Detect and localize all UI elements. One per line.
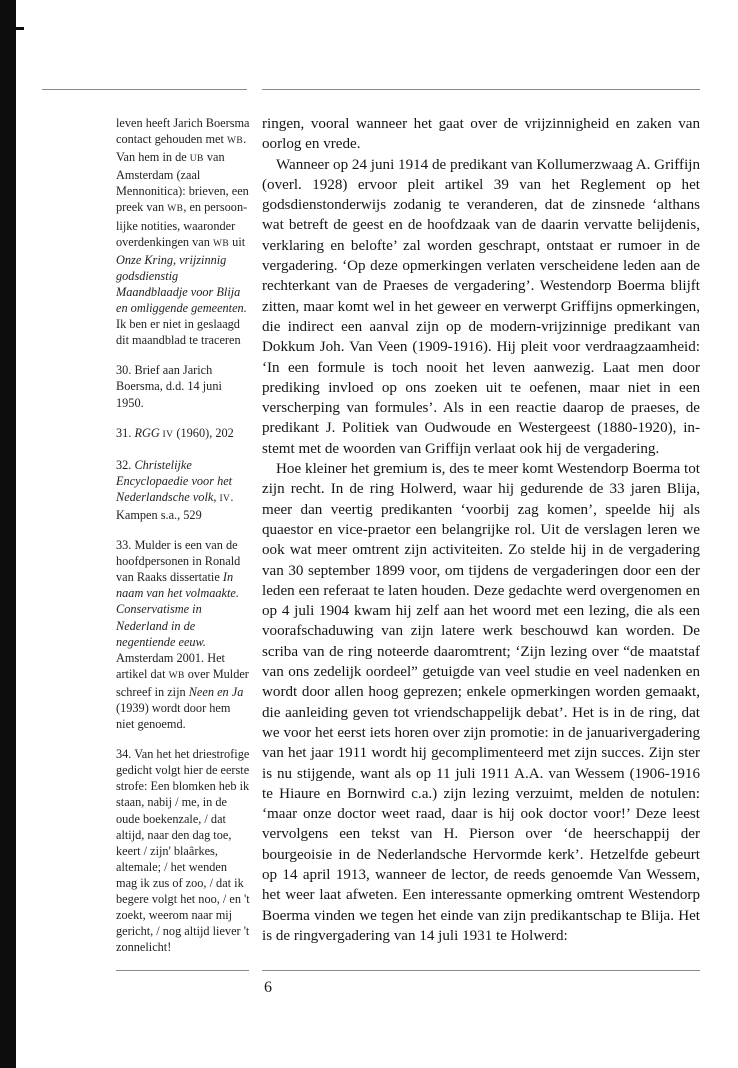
footnote-text: WB [168,670,185,681]
footnote-text: WB [212,238,230,249]
footnote-text: Onze Kring, vrijzinnig godsdienstig Maandblaadje voor Blija en omliggende gemeenten. [116,252,247,316]
page-number: 6 [264,979,272,996]
footnote-text: 33. Mulder is een van de hoofdpersonen in Ronald van Raaks dissertatie [116,538,241,585]
paragraph-continuation: ringen, vooral wanneer het gaat over de vrijzinnigheid en zaken van oorlog en vrede. [262,116,700,153]
paragraph-ring-holwerd: Hoe kleiner het gremium is, des te meer komt Westendorp Boerma tot zijn recht. In de ring Holwerd, waar hij gedurende de 33 jaren Blija, meer dan veertig predikanten ‘voorbij zag komen’, speelde hij als quaestor en vice-praetor een belangrijke rol. Uit de verslagen leren we ook wat meer omtrent zijn activiteiten. Zo stelde hij in de vergadering van 30 september 1899 voor, om tijdens de vergaderingen door een der leden een referaat te laten houden. Deze gedachte werd overgenomen en op 4 juli 1904 kwam hij zelf aan het woord met een lezing, die als een voorafschaduwing van zijn latere werk beschouwd kan worden. De scriba van de ring noteerde daaromtrent; ‘Zijn lezing over “de maatstaf van ons zedelijk oordeel” getuigde van veel studie en veel nadenken en wordt door allen hoog geprezen; enkele opmerkingen worden gemaakt, die aanleiding geven tot vriendschappelijk debat’. Het is in de ring, dat we voor het eerst iets horen over zijn promotie: in de januarivergadering van het jaar 1911 wordt hij gecomplimenteerd met zijn succes. Zijn ster is nu stijgende, want als op 11 juli 1911 A.A. van Wessem (1906-1916 te Hiaure en Bornwird c.a.) zijn lezing verzuimt, melden de notulen: ‘maar onze doctor weet raad, daar is hij ook doctor voor!’ Deze leest vervolgens een tekst van H. Pierson over ‘de heerschappij der bourgeoisie in de Nederlandsche Hervormde kerk’. Hetzelfde gebeurt op 14 april 1913, wanneer de lector, de reeds genoemde Van Wessem, het weer laat afweten. Een interessante opmerking omtrent Westendorp Boerma vinden we tegen het einde van zijn predikantschap te Blija. Het is de ringvergadering van 14 juli 1931 te Holwerd: [262,461,700,944]
footnote-text: 32. [116,457,135,472]
footnote-text: IV [159,429,174,440]
footnote-text: In naam van het volmaakte. Conservatisme in Nederland in de negentiende eeuw. [116,570,239,649]
top-rule-left [42,89,247,90]
binding-edge-hook [16,27,24,30]
footnote-text: over Mulder schreef in zijn [116,666,249,699]
footnote-note-34 [116,746,250,955]
footnote-note-30 [116,362,250,410]
footnote-text: Christelijke Encyclopaedie voor het Nederlandsche volk [116,457,233,504]
footnote-text: uit [229,234,246,249]
footnote-text: leven heeft Jarich Boersma contact gehouden met [116,116,250,147]
footnote-column [116,115,250,969]
footnote-text: WB [226,136,244,147]
footnote-text: (1939) wordt door hem niet genoemd. [116,701,231,732]
footnote-text: . Kampen s.a., 529 [116,489,234,522]
footnote-note-continuation [116,115,250,348]
footnote-text: van Amsterdam (zaal Mennonitica): brieven, een preek van [116,150,249,215]
main-text-column [262,114,700,946]
footnote-note-32 [116,457,250,523]
footnote-text: (1960), 202 [173,425,234,440]
footnote-text: Neen en Ja [188,684,244,699]
footnote-text: RGG [134,425,160,440]
footnote-text: IV [219,493,231,504]
binding-edge [0,0,16,1068]
footnote-text: 34. Van het het driestrofige gedicht volgt hier de eerste strofe: Een blomken heb ik staan, nabij / me, in de oude boekenzale, / dat altijd, naar den dag toe, keert / zijn' blaârkes, altemale; / het wenden mag ik zus of zoo, / dat ik begere volgt het noo, / en 't zoekt, weerom naar mij gericht, / nog altijd liever 't zonnelicht! [116,747,250,955]
footnote-text: Ik ben er niet in geslaagd dit maandblad te traceren [116,317,241,348]
footnote-text: WB [167,204,184,215]
footnote-text: , [213,489,220,504]
footnote-text: 31. [116,425,135,440]
footnote-note-31 [116,425,250,443]
footnote-text: Amsterdam 2001. Het artikel dat [116,650,225,681]
footnote-text: . Van hem in de [116,132,247,165]
paragraph-kollumerzwaag: Wanneer op 24 juni 1914 de predikant van Kollumerzwaag A. Griffijn (overl. 1928) ervoor pleit artikel 39 van het Reglement op het godsdienstonderwijs zodanig te veranderen, dat de zinsnede ‘althans wat betreft de geest en de hoofdzaak van de daarin vervatte belijdenis, verklaring en belofte’ zal worden geschrapt, ontstaat er rumoer in de vergadering. ‘Op deze opmerkingen verlaten verscheidene leden aan de rechterkant van de Praeses de vergadering’. Westendorp Boerma blijft zitten, maar komt wel in het geweer en verwerpt Griffijns opmerkingen, die indirect een aanval zijn op de modern-vrijzinnige predikant van Dokkum Joh. Van Veen (1909-1916). Hij pleit voor verdraagzaamheid: ‘In een formule is toch nooit het leven aanwezig. Laat men door prediking invloed op ons zoeken uit te oefenen, maar niet in een verscherping van formules’. Als in een reactie daarop de praeses, de predikant J. Politiek van Oudwoude en Westergeest (1880-1920), instemt met de woorden van Griffijn verlaat ook hij de vergadering. [262,156,700,457]
footnote-text: UB [189,154,204,165]
bottom-rule-main [262,970,700,971]
bottom-rule-left [116,970,249,971]
footnote-text: , en persoonlijke notities, waaronder overdenkingen van [116,200,248,249]
footnote-note-33 [116,537,250,732]
top-rule-main [262,89,700,90]
footnote-text: 30. Brief aan Jarich Boersma, d.d. 14 juni 1950. [116,363,222,410]
